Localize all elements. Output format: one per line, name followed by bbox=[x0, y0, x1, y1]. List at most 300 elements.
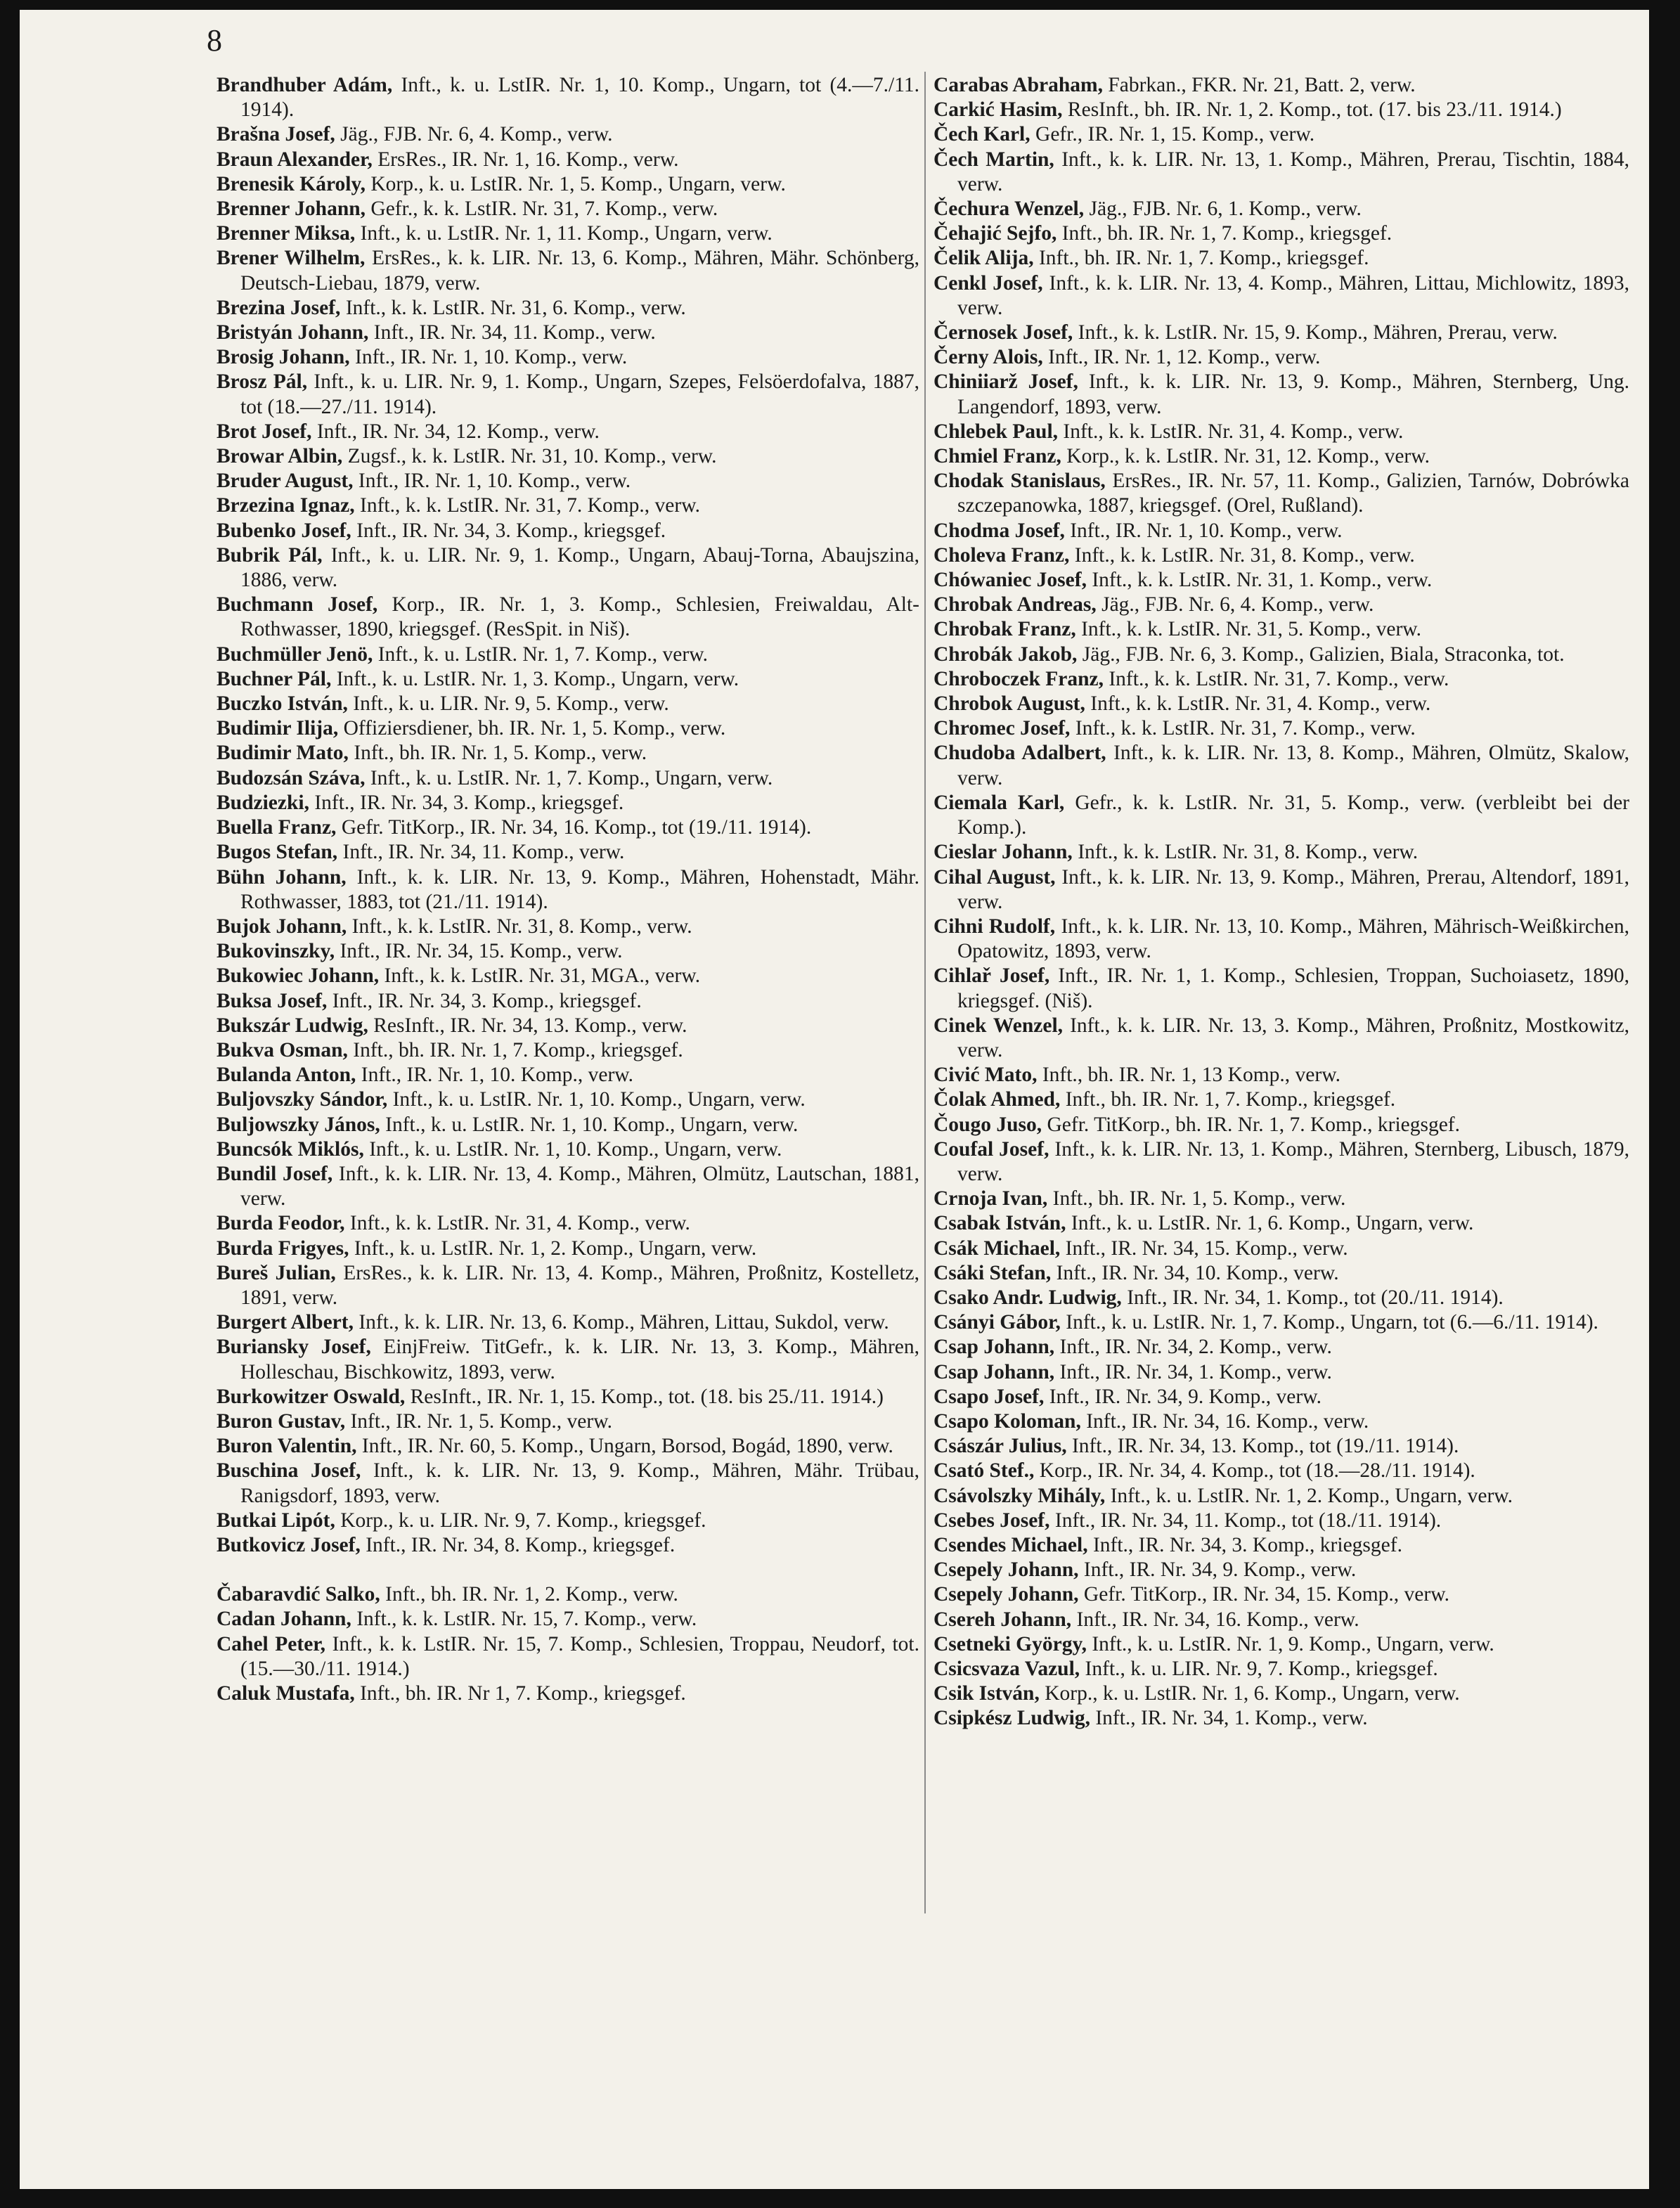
entry-name: Buron Valentin, bbox=[217, 1435, 357, 1458]
entry-name: Csap Johann, bbox=[933, 1336, 1055, 1359]
register-entry bbox=[217, 345, 919, 370]
entry-name: Cahel Peter, bbox=[217, 1632, 326, 1655]
register-entry bbox=[217, 1409, 919, 1434]
entry-name: Chrobak Franz, bbox=[933, 618, 1076, 641]
register-entry bbox=[217, 667, 919, 692]
entry-name: Bristyán Johann, bbox=[217, 321, 369, 344]
register-entry bbox=[933, 1509, 1629, 1533]
register-entry bbox=[217, 815, 919, 840]
entry-details: Inft., bh. IR. Nr. 1, 2. Komp., verw. bbox=[385, 1583, 678, 1606]
entry-name: Butkovicz Josef, bbox=[217, 1533, 361, 1556]
entry-details: Inft., IR. Nr. 34, 9. Komp., verw. bbox=[1083, 1558, 1357, 1582]
entry-name: Čolak Ahmed, bbox=[933, 1088, 1061, 1111]
entry-details: Inft., IR. Nr. 34, 12. Komp., verw. bbox=[316, 420, 600, 443]
entry-details: Inft., bh. IR. Nr. 1, 5. Komp., verw. bbox=[1052, 1187, 1346, 1210]
register-entry bbox=[933, 840, 1629, 865]
entry-details: Inft., k. k. LstIR. Nr. 31, 5. Komp., verw. bbox=[1081, 618, 1422, 641]
entry-name: Brenner Johann, bbox=[217, 198, 366, 221]
entry-name: Budziezki, bbox=[217, 791, 309, 814]
entry-details: Inft., k. k. LstIR. Nr. 31, 4. Komp., verw. bbox=[1090, 692, 1431, 716]
entry-details: Inft., IR. Nr. 34, 3. Komp., kriegsgef. bbox=[332, 989, 642, 1012]
entry-details: ErsRes., IR. Nr. 57, 11. Komp., Galizien, Tarnów, Dobrówka szczepanowka, 1887, kriegsgef. (Orel, Rußland). bbox=[957, 470, 1630, 517]
entry-details: Gefr., k. k. LstIR. Nr. 31, 5. Komp., verw. (verbleibt bei der Komp.). bbox=[957, 791, 1629, 839]
entry-details: Gefr., k. k. LstIR. Nr. 31, 7. Komp., verw. bbox=[370, 198, 718, 221]
entry-name: Coufal Josef, bbox=[933, 1137, 1049, 1161]
entry-details: Inft., k. u. LstIR. Nr. 1, 6. Komp., Ungarn, verw. bbox=[1071, 1212, 1474, 1235]
entry-details: Inft., IR. Nr. 34, 2. Komp., verw. bbox=[1059, 1336, 1332, 1359]
entry-name: Čechura Wenzel, bbox=[933, 198, 1085, 221]
entry-details: Inft., k. k. LstIR. Nr. 15, 7. Komp., Schlesien, Troppau, Neudorf, tot. (15.—30./11. 1914.) bbox=[240, 1632, 920, 1680]
register-entry bbox=[933, 741, 1629, 790]
register-entry bbox=[933, 1706, 1629, 1731]
register-entry bbox=[217, 296, 919, 321]
entry-name: Csabak István, bbox=[933, 1212, 1066, 1235]
entry-name: Brosig Johann, bbox=[217, 346, 350, 369]
register-entry bbox=[217, 370, 919, 419]
entry-details: Inft., k. u. LIR. Nr. 9, 7. Komp., kriegsgef. bbox=[1085, 1658, 1438, 1680]
entry-name: Burgert Albert, bbox=[217, 1311, 354, 1334]
register-entry bbox=[217, 197, 919, 221]
entry-name: Csató Stef., bbox=[933, 1459, 1035, 1483]
entry-details: Inft., bh. IR. Nr. 1, 7. Komp., kriegsgef. bbox=[1038, 247, 1369, 270]
entry-name: Černosek Josef, bbox=[933, 321, 1073, 344]
register-entry bbox=[217, 865, 919, 915]
entry-name: Buljowszky János, bbox=[217, 1113, 380, 1136]
entry-details: Inft., k. u. LstIR. Nr. 1, 3. Komp., Ungarn, verw. bbox=[336, 667, 739, 690]
entry-details: Inft., IR. Nr. 34, 11. Komp., verw. bbox=[342, 841, 625, 864]
entry-details: Inft., k. u. LstIR. Nr. 1, 9. Komp., Ungarn, verw. bbox=[1092, 1632, 1494, 1655]
register-entry bbox=[933, 865, 1629, 915]
entry-name: Chromec Josef, bbox=[933, 717, 1071, 740]
entry-details: Inft., IR. Nr. 34, 3. Komp., kriegsgef. bbox=[356, 519, 666, 542]
entry-name: Csapo Josef, bbox=[933, 1385, 1045, 1408]
register-entry bbox=[933, 1632, 1629, 1657]
entry-details: Inft., k. k. LIR. Nr. 13, 9. Komp., Mähren, Hohenstadt, Mähr. Rothwasser, 1883, tot (21./11. 1914). bbox=[240, 865, 919, 913]
entry-name: Csap Johann, bbox=[933, 1360, 1055, 1383]
entry-name: Brosz Pál, bbox=[217, 370, 308, 394]
entry-details: Gefr., IR. Nr. 1, 15. Komp., verw. bbox=[1035, 123, 1315, 146]
entry-name: Chrobák Jakob, bbox=[933, 643, 1078, 666]
entry-details: Inft., k. k. LstIR. Nr. 31, 8. Komp., verw. bbox=[1074, 543, 1415, 567]
register-entry bbox=[933, 1261, 1629, 1286]
register-entry bbox=[933, 1014, 1629, 1063]
entry-details: Inft., IR. Nr. 34, 9. Komp., verw. bbox=[1049, 1385, 1322, 1408]
entry-name: Brot Josef, bbox=[217, 420, 312, 443]
entry-details: ErsRes., IR. Nr. 1, 16. Komp., verw. bbox=[377, 148, 679, 171]
entry-name: Chroboczek Franz, bbox=[933, 667, 1104, 690]
register-entry bbox=[933, 519, 1629, 543]
entry-details: Inft., IR. Nr. 34, 1. Komp., tot (20./11. 1914). bbox=[1127, 1286, 1504, 1309]
entry-name: Bureš Julian, bbox=[217, 1261, 336, 1284]
register-entry bbox=[933, 1608, 1629, 1632]
entry-details: Inft., k. k. LIR. Nr. 13, 4. Komp., Mähren, Olmütz, Lautschan, 1881, verw. bbox=[240, 1162, 920, 1210]
register-entry bbox=[217, 172, 919, 197]
register-entry bbox=[933, 692, 1629, 716]
register-entry bbox=[217, 469, 919, 493]
entry-details: Fabrkan., FKR. Nr. 21, Batt. 2, verw. bbox=[1108, 74, 1416, 96]
entry-details: Inft., IR. Nr. 34, 1. Komp., verw. bbox=[1095, 1707, 1368, 1730]
register-entry bbox=[217, 1237, 919, 1261]
entry-details: Gefr. TitKorp., bh. IR. Nr. 1, 7. Komp., kriegsgef. bbox=[1047, 1113, 1461, 1136]
entry-details: Korp., IR. Nr. 1, 3. Komp., Schlesien, Freiwaldau, Alt-Rothwasser, 1890, kriegsgef. (ResSpit. in Niš). bbox=[240, 593, 919, 641]
register-entry bbox=[933, 1681, 1629, 1706]
register-entry bbox=[217, 915, 919, 939]
register-entry bbox=[933, 1484, 1629, 1509]
register-entry bbox=[217, 1335, 919, 1384]
entry-name: Chmiel Franz, bbox=[933, 445, 1061, 468]
register-entry bbox=[933, 148, 1629, 197]
register-entry bbox=[217, 1434, 919, 1459]
entry-details: Inft., IR. Nr. 1, 1. Komp., Schlesien, Troppan, Suchoiasetz, 1890, kriegsgef. (Niš). bbox=[957, 964, 1629, 1012]
register-entry bbox=[933, 1211, 1629, 1236]
register-entry bbox=[933, 345, 1629, 370]
entry-details: Inft., k. k. LIR. Nr. 13, 9. Komp., Mähren, Prerau, Altendorf, 1891, verw. bbox=[957, 865, 1629, 913]
entry-name: Ciemala Karl, bbox=[933, 791, 1065, 814]
entry-details: Inft., k. k. LstIR. Nr. 31, 6. Komp., verw. bbox=[345, 296, 686, 319]
register-entry bbox=[933, 1409, 1629, 1434]
entry-details: Inft., IR. Nr. 34, 11. Komp., tot (18./11. 1914). bbox=[1054, 1509, 1442, 1532]
entry-name: Buchmann Josef, bbox=[217, 593, 378, 616]
register-entry bbox=[933, 1063, 1629, 1087]
entry-name: Cadan Johann, bbox=[217, 1608, 351, 1631]
entry-details: Inft., k. u. LstIR. Nr. 1, 7. Komp., Ungarn, tot (6.—6./11. 1914). bbox=[1066, 1311, 1598, 1334]
left-column bbox=[217, 73, 919, 1706]
register-entry bbox=[217, 791, 919, 815]
entry-details: Inft., bh. IR. Nr. 1, 7. Komp., kriegsgef. bbox=[353, 1038, 683, 1061]
entry-details: Inft., k. k. LstIR. Nr. 31, 8. Komp., verw. bbox=[1078, 841, 1419, 864]
entry-details: ErsRes., k. k. LIR. Nr. 13, 6. Komp., Mähren, Mähr. Schönberg, Deutsch-Liebau, 1879, verw. bbox=[240, 247, 919, 295]
entry-details: Inft., k. u. LstIR. Nr. 1, 2. Komp., Ungarn, verw. bbox=[354, 1237, 757, 1260]
register-entry bbox=[933, 1310, 1629, 1335]
register-entry bbox=[217, 1459, 919, 1508]
entry-name: Csáki Stefan, bbox=[933, 1261, 1052, 1284]
entry-details: Korp., k. u. LIR. Nr. 9, 7. Komp., kriegsgef. bbox=[340, 1509, 706, 1532]
register-entry bbox=[933, 1137, 1629, 1187]
entry-name: Bujok Johann, bbox=[217, 915, 347, 938]
entry-name: Buchmüller Jenö, bbox=[217, 643, 373, 666]
register-entry bbox=[933, 1558, 1629, 1582]
register-entry bbox=[217, 444, 919, 469]
entry-name: Buron Gustav, bbox=[217, 1409, 346, 1433]
entry-name: Chodak Stanislaus, bbox=[933, 470, 1106, 493]
entry-name: Čehajić Sejfo, bbox=[933, 222, 1057, 245]
register-entry bbox=[933, 1582, 1629, 1607]
entry-name: Buella Franz, bbox=[217, 816, 337, 839]
entry-name: Burkowitzer Oswald, bbox=[217, 1385, 406, 1408]
register-entry bbox=[217, 1137, 919, 1162]
entry-details: Gefr. TitKorp., IR. Nr. 34, 16. Komp., tot (19./11. 1914). bbox=[341, 816, 812, 839]
register-entry bbox=[217, 519, 919, 543]
register-entry bbox=[933, 791, 1629, 840]
entry-details: Jäg., FJB. Nr. 6, 1. Komp., verw. bbox=[1089, 198, 1362, 221]
entry-details: ErsRes., k. k. LIR. Nr. 13, 4. Komp., Mähren, Proßnitz, Kostelletz, 1891, verw. bbox=[240, 1261, 919, 1309]
register-entry bbox=[217, 1310, 919, 1335]
entry-name: Cihlař Josef, bbox=[933, 964, 1050, 988]
entry-details: Inft., IR. Nr. 34, 16. Komp., verw. bbox=[1076, 1608, 1359, 1631]
entry-details: Inft., IR. Nr. 34, 15. Komp., verw. bbox=[1065, 1237, 1348, 1260]
entry-name: Bugos Stefan, bbox=[217, 841, 338, 864]
entry-details: Inft., IR. Nr. 34, 1. Komp., verw. bbox=[1059, 1360, 1332, 1383]
entry-details: Inft., IR. Nr. 1, 12. Komp., verw. bbox=[1048, 346, 1321, 369]
register-entry bbox=[933, 271, 1629, 321]
entry-details: Gefr. TitKorp., IR. Nr. 34, 15. Komp., verw. bbox=[1083, 1583, 1449, 1606]
entry-name: Bubrik Pál, bbox=[217, 543, 323, 567]
entry-name: Csipkész Ludwig, bbox=[933, 1707, 1090, 1730]
entry-name: Černy Alois, bbox=[933, 346, 1043, 369]
entry-details: Inft., k. k. LstIR. Nr. 31, 7. Komp., verw. bbox=[1075, 717, 1416, 740]
entry-name: Burda Feodor, bbox=[217, 1212, 345, 1235]
register-entry bbox=[217, 321, 919, 345]
entry-details: Inft., k. k. LIR. Nr. 13, 6. Komp., Mähren, Littau, Sukdol, verw. bbox=[358, 1311, 889, 1334]
entry-name: Čech Karl, bbox=[933, 123, 1030, 146]
entry-details: Korp., k. u. LstIR. Nr. 1, 5. Komp., Ungarn, verw. bbox=[370, 172, 786, 195]
register-entry bbox=[933, 1533, 1629, 1558]
register-entry bbox=[933, 98, 1629, 122]
entry-name: Cinek Wenzel, bbox=[933, 1014, 1064, 1037]
entry-details: Inft., k. u. LstIR. Nr. 1, 10. Komp., Ungarn, verw. bbox=[392, 1088, 806, 1111]
entry-details: Inft., IR. Nr. 1, 10. Komp., verw. bbox=[358, 470, 631, 493]
entry-name: Bühn Johann, bbox=[217, 865, 347, 889]
entry-name: Brzezina Ignaz, bbox=[217, 494, 355, 517]
entry-details: EinjFreiw. TitGefr., k. k. LIR. Nr. 13, 3. Komp., Mähren, Holleschau, Bischkowitz, 1893, verw. bbox=[240, 1336, 919, 1383]
entry-details: Inft., k. k. LstIR. Nr. 31, 7. Komp., verw. bbox=[1109, 667, 1449, 690]
entry-details: Inft., IR. Nr. 1, 10. Komp., verw. bbox=[355, 346, 628, 369]
entry-name: Chudoba Adalbert, bbox=[933, 742, 1106, 765]
register-entry bbox=[217, 1533, 919, 1558]
entry-details: Jäg., FJB. Nr. 6, 3. Komp., Galizien, Biala, Straconka, tot. bbox=[1082, 643, 1565, 666]
page-number: 8 bbox=[207, 23, 222, 58]
entry-name: Choleva Franz, bbox=[933, 543, 1070, 567]
entry-details: Inft., IR. Nr. 34, 11. Komp., verw. bbox=[373, 321, 656, 344]
entry-details: Inft., IR. Nr. 1, 10. Komp., verw. bbox=[1070, 519, 1343, 542]
entry-details: Inft., k. k. LIR. Nr. 13, 1. Komp., Mähren, Sternberg, Libusch, 1879, verw. bbox=[957, 1137, 1629, 1185]
entry-name: Caluk Mustafa, bbox=[217, 1682, 355, 1705]
entry-details: Inft., k. k. LstIR. Nr. 31, MGA., verw. bbox=[384, 964, 701, 988]
register-entry bbox=[933, 444, 1629, 469]
entry-name: Bukowiec Johann, bbox=[217, 964, 380, 988]
entry-name: Brener Wilhelm, bbox=[217, 247, 366, 270]
entry-name: Cihni Rudolf, bbox=[933, 915, 1056, 938]
entry-name: Chodma Josef, bbox=[933, 519, 1065, 542]
register-entry bbox=[217, 246, 919, 295]
entry-name: Császár Julius, bbox=[933, 1435, 1067, 1458]
register-entry bbox=[217, 741, 919, 766]
register-entry bbox=[933, 543, 1629, 568]
entry-details: Inft., IR. Nr. 34, 10. Komp., verw. bbox=[1056, 1261, 1339, 1284]
entry-details: Inft., IR. Nr. 34, 15. Komp., verw. bbox=[340, 940, 623, 963]
register-entry bbox=[933, 1434, 1629, 1459]
register-entry bbox=[217, 148, 919, 172]
entry-details: Inft., k. k. LstIR. Nr. 31, 4. Komp., verw. bbox=[349, 1212, 690, 1235]
register-entry bbox=[933, 469, 1629, 518]
register-entry bbox=[933, 716, 1629, 741]
entry-name: Csányi Gábor, bbox=[933, 1311, 1061, 1334]
register-entry bbox=[217, 73, 919, 122]
register-entry bbox=[217, 939, 919, 964]
entry-details: Jäg., FJB. Nr. 6, 4. Komp., verw. bbox=[1101, 593, 1374, 616]
entry-details: Inft., IR. Nr. 34, 3. Komp., kriegsgef. bbox=[1092, 1533, 1402, 1556]
entry-details: Inft., k. k. LstIR. Nr. 31, 4. Komp., verw. bbox=[1063, 420, 1404, 443]
register-entry bbox=[933, 915, 1629, 964]
register-entry bbox=[217, 766, 919, 791]
entry-name: Butkai Lipót, bbox=[217, 1509, 335, 1532]
entry-name: Buriansky Josef, bbox=[217, 1336, 371, 1359]
entry-name: Csávolszky Mihály, bbox=[933, 1484, 1106, 1507]
entry-details: Inft., k. k. LstIR. Nr. 31, 1. Komp., verw. bbox=[1092, 569, 1433, 592]
register-entry bbox=[933, 122, 1629, 147]
entry-details: ResInft., bh. IR. Nr. 1, 2. Komp., tot. (17. bis 23./11. 1914.) bbox=[1067, 98, 1562, 122]
entry-details: Inft., IR. Nr. 60, 5. Komp., Ungarn, Borsod, Bogád, 1890, verw. bbox=[361, 1435, 893, 1458]
entry-details: Inft., k. u. LstIR. Nr. 1, 11. Komp., Ungarn, verw. bbox=[360, 222, 773, 245]
register-entry bbox=[217, 1063, 919, 1087]
entry-details: Inft., IR. Nr. 34, 8. Komp., kriegsgef. bbox=[366, 1533, 676, 1556]
register-entry bbox=[217, 643, 919, 667]
register-entry bbox=[217, 1582, 919, 1607]
entry-name: Brašna Josef, bbox=[217, 123, 335, 146]
register-entry bbox=[217, 1261, 919, 1310]
entry-name: Carkić Hasim, bbox=[933, 98, 1063, 122]
register-entry bbox=[217, 716, 919, 741]
register-entry bbox=[933, 1657, 1629, 1681]
entry-name: Cenkl Josef, bbox=[933, 271, 1043, 295]
entry-details: Inft., k. k. LstIR. Nr. 15, 9. Komp., Mähren, Prerau, verw. bbox=[1078, 321, 1558, 344]
column-divider bbox=[924, 72, 926, 1913]
register-entry bbox=[933, 321, 1629, 345]
entry-details: Inft., k. u. LIR. Nr. 9, 1. Komp., Ungarn, Szepes, Felsöerdofalva, 1887, tot (18.—27./11. 1914). bbox=[240, 370, 919, 418]
register-entry bbox=[933, 643, 1629, 667]
entry-name: Bukva Osman, bbox=[217, 1038, 348, 1061]
entry-name: Brenner Miksa, bbox=[217, 222, 356, 245]
entry-details: Inft., bh. IR. Nr 1, 7. Komp., kriegsgef. bbox=[360, 1682, 686, 1705]
entry-name: Csendes Michael, bbox=[933, 1533, 1088, 1556]
entry-name: Csapo Koloman, bbox=[933, 1409, 1081, 1433]
entry-details: ResInft., IR. Nr. 34, 13. Komp., verw. bbox=[373, 1014, 687, 1037]
entry-name: Bulanda Anton, bbox=[217, 1064, 356, 1087]
register-entry bbox=[217, 1607, 919, 1632]
register-entry bbox=[933, 73, 1629, 98]
register-entry bbox=[217, 543, 919, 593]
entry-name: Csereh Johann, bbox=[933, 1608, 1072, 1631]
entry-name: Braun Alexander, bbox=[217, 148, 373, 171]
register-entry bbox=[933, 246, 1629, 271]
entry-details: Korp., k. k. LstIR. Nr. 31, 12. Komp., verw. bbox=[1066, 445, 1430, 468]
entry-details: Inft., IR. Nr. 34, 13. Komp., tot (19./11. 1914). bbox=[1071, 1435, 1459, 1458]
register-entry bbox=[933, 1087, 1629, 1112]
register-entry bbox=[933, 370, 1629, 419]
register-entry bbox=[933, 1335, 1629, 1360]
entry-name: Cihal August, bbox=[933, 865, 1056, 889]
entry-details: Inft., k. u. LstIR. Nr. 1, 10. Komp., Ungarn, verw. bbox=[369, 1137, 782, 1161]
entry-details: Inft., k. u. LIR. Nr. 9, 5. Komp., verw. bbox=[353, 692, 669, 716]
entry-details: Inft., k. k. LstIR. Nr. 31, 7. Komp., verw. bbox=[360, 494, 700, 517]
entry-details: Inft., IR. Nr. 34, 16. Komp., verw. bbox=[1086, 1409, 1369, 1433]
register-entry bbox=[217, 1014, 919, 1038]
entry-name: Burda Frigyes, bbox=[217, 1237, 349, 1260]
entry-name: Csák Michael, bbox=[933, 1237, 1061, 1260]
entry-name: Bubenko Josef, bbox=[217, 519, 351, 542]
entry-name: Chrobak Andreas, bbox=[933, 593, 1097, 616]
register-entry bbox=[217, 122, 919, 147]
entry-name: Crnoja Ivan, bbox=[933, 1187, 1048, 1210]
entry-details: Korp., k. u. LstIR. Nr. 1, 6. Komp., Ungarn, verw. bbox=[1045, 1682, 1460, 1705]
entry-details: Inft., k. k. LstIR. Nr. 31, 8. Komp., verw. bbox=[351, 915, 692, 938]
register-entry bbox=[217, 1113, 919, 1137]
entry-name: Brenesik Károly, bbox=[217, 172, 366, 195]
entry-name: Csepely Johann, bbox=[933, 1583, 1079, 1606]
entry-details: Inft., k. k. LstIR. Nr. 15, 7. Komp., verw. bbox=[356, 1608, 697, 1631]
register-entry bbox=[933, 667, 1629, 692]
register-entry bbox=[933, 1459, 1629, 1483]
entry-details: Inft., k. k. LIR. Nr. 13, 9. Komp., Mähren, Sternberg, Ung. Langendorf, 1893, verw. bbox=[957, 370, 1630, 418]
entry-details: Inft., bh. IR. Nr. 1, 13 Komp., verw. bbox=[1042, 1064, 1340, 1087]
entry-name: Buljovszky Sándor, bbox=[217, 1088, 388, 1111]
entry-name: Brandhuber Adám, bbox=[217, 74, 393, 96]
right-column bbox=[933, 73, 1629, 1731]
entry-name: Brezina Josef, bbox=[217, 296, 341, 319]
entry-name: Buczko István, bbox=[217, 692, 348, 716]
entry-name: Csebes Josef, bbox=[933, 1509, 1050, 1532]
entry-name: Csako Andr. Ludwig, bbox=[933, 1286, 1122, 1309]
register-entry bbox=[933, 221, 1629, 246]
register-entry bbox=[217, 1681, 919, 1706]
register-entry bbox=[933, 1187, 1629, 1211]
entry-name: Čabaravdić Salko, bbox=[217, 1583, 380, 1606]
register-entry bbox=[933, 1286, 1629, 1310]
entry-name: Bundil Josef, bbox=[217, 1162, 333, 1185]
register-entry bbox=[217, 1385, 919, 1409]
register-entry bbox=[217, 593, 919, 642]
register-entry bbox=[217, 221, 919, 246]
entry-details: Inft., IR. Nr. 1, 5. Komp., verw. bbox=[350, 1409, 612, 1433]
entry-details: Jäg., FJB. Nr. 6, 4. Komp., verw. bbox=[340, 123, 613, 146]
entry-details: Offiziersdiener, bh. IR. Nr. 1, 5. Komp., verw. bbox=[343, 717, 726, 740]
entry-name: Bruder August, bbox=[217, 470, 354, 493]
register-entry bbox=[933, 568, 1629, 593]
entry-name: Čech Martin, bbox=[933, 148, 1054, 171]
register-entry bbox=[933, 1237, 1629, 1261]
entry-details: Inft., k. k. LIR. Nr. 13, 3. Komp., Mähren, Proßnitz, Mostkowitz, verw. bbox=[957, 1014, 1629, 1061]
register-entry bbox=[217, 1211, 919, 1236]
register-entry bbox=[933, 964, 1629, 1013]
entry-name: Csepely Johann, bbox=[933, 1558, 1079, 1582]
register-entry bbox=[217, 840, 919, 865]
register-entry bbox=[933, 1360, 1629, 1385]
entry-name: Chówaniec Josef, bbox=[933, 569, 1087, 592]
entry-details: Inft., bh. IR. Nr. 1, 5. Komp., verw. bbox=[354, 742, 647, 765]
entry-name: Budozsán Száva, bbox=[217, 766, 366, 789]
entry-name: Buschina Josef, bbox=[217, 1459, 361, 1483]
entry-details: Inft., k. k. LIR. Nr. 13, 10. Komp., Mähren, Mährisch-Weißkirchen, Opatowitz, 1893, verw. bbox=[957, 915, 1629, 963]
entry-details: Inft., k. u. LstIR. Nr. 1, 10. Komp., Ungarn, verw. bbox=[385, 1113, 799, 1136]
entry-details: Inft., k. k. LIR. Nr. 13, 9. Komp., Mähren, Mähr. Trübau, Ranigsdorf, 1893, verw. bbox=[240, 1459, 919, 1507]
entry-name: Čougo Juso, bbox=[933, 1113, 1042, 1136]
entry-details: Inft., IR. Nr. 1, 10. Komp., verw. bbox=[361, 1064, 634, 1087]
register-entry bbox=[217, 1087, 919, 1112]
entry-name: Chiniiarž Josef, bbox=[933, 370, 1078, 394]
register-entry bbox=[217, 1632, 919, 1681]
register-entry bbox=[217, 420, 919, 444]
entry-details: Inft., k. k. LIR. Nr. 13, 1. Komp., Mähren, Prerau, Tischtin, 1884, verw. bbox=[957, 148, 1630, 195]
register-entry bbox=[217, 1509, 919, 1533]
entry-details: Inft., k. u. LstIR. Nr. 1, 7. Komp., verw. bbox=[377, 643, 708, 666]
entry-details: Inft., k. k. LIR. Nr. 13, 8. Komp., Mähren, Olmütz, Skalow, verw. bbox=[957, 742, 1629, 789]
entry-name: Bukszár Ludwig, bbox=[217, 1014, 368, 1037]
entry-details: Inft., k. u. LstIR. Nr. 1, 10. Komp., Ungarn, tot (4.—7./11. 1914). bbox=[240, 74, 919, 122]
register-entry bbox=[933, 1385, 1629, 1409]
entry-name: Chlebek Paul, bbox=[933, 420, 1059, 443]
entry-name: Csik István, bbox=[933, 1682, 1040, 1705]
register-entry bbox=[217, 964, 919, 988]
